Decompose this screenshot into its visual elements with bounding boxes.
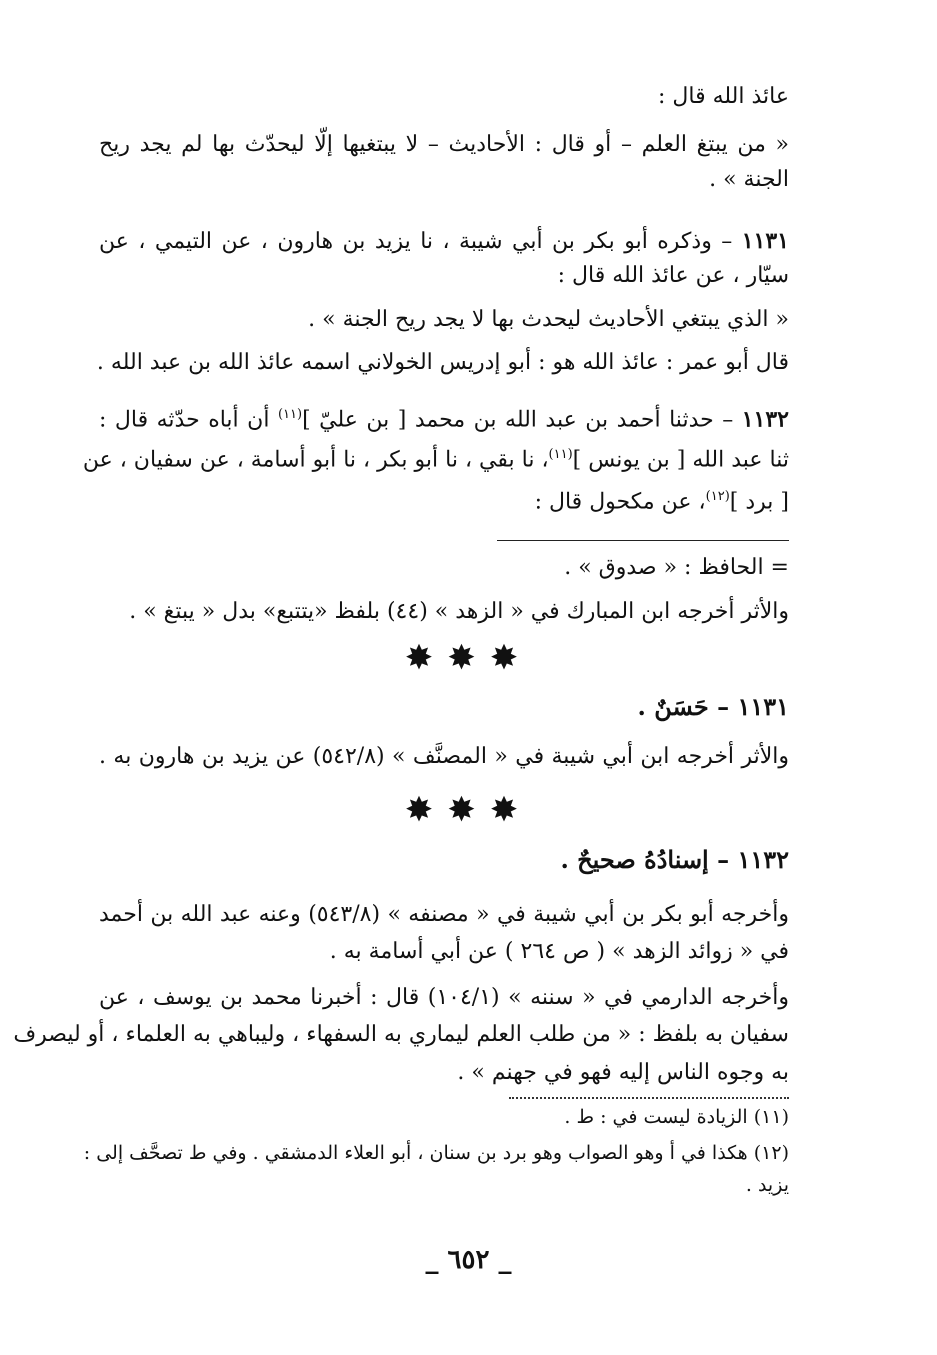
note-line: به وجوه الناس إليه فهو في جهنم » . [457,1060,789,1085]
note-line: والأثر أخرجه ابن المبارك في « الزهد » (٤٤) بلفظ «يتتبع» بدل « يبتغ » . [129,599,789,624]
text-line: سيّار ، عن عائذ الله قال : [557,263,789,288]
note-line: وأخرجه أبو بكر بن أبي شيبة في « مصنفه » (٥٤٣/٨) وعنه عبد الله بن أحمد [99,902,789,927]
note-line: وأخرجه الدارمي في « سننه » (١٠٤/١) قال : أخبرنا محمد بن يوسف ، عن [99,985,789,1010]
note-line: سفيان به بلفظ : « من طلب العلم ليماري به السفهاء ، وليباهي به العلماء ، أو ليصرف [13,1022,789,1047]
text-line: الجنة » . [709,167,789,192]
text-line: قال أبو عمر : عائذ الله هو : أبو إدريس الخولاني اسمه عائذ الله بن عبد الله . [96,350,789,375]
text-line: ثنا عبد الله [ بن يونس ]$^{(١١)}$، نا بقي ، نا أبو بكر ، نا أبو أسامة ، عن سفيان ، عن [82,447,789,473]
entry-number: ١١٣٢ [741,406,789,433]
footnote: (١٢) هكذا في أ وهو الصواب وهو برد بن سنان ، أبو العلاء الدمشقي . وفي ط تصحَّف إلى : [83,1142,789,1164]
footnote: يزيد . [745,1174,789,1196]
text-line: ١١٣١ – وذكره أبو بكر بن أبي شيبة ، نا يزيد بن هارون ، عن التيمي ، عن [99,228,789,254]
entry-number: ١١٣١ [741,228,789,254]
text-line: عائذ الله قال : [658,84,789,109]
text-line: ١١٣٢ – حدثنا أحمد بن عبد الله بن محمد [ بن عليّ ]$^{(١١)}$ أن أباه حدّثه قال : [99,406,789,433]
note-line: = الحافظ : « صدوق » . [564,555,789,580]
section-heading: ١١٣٢ – إسنادُهُ صحيحٌ . [560,845,789,874]
footnote-ref: (١٢) [705,489,730,504]
text-line: « الذي يبتغي الأحاديث ليحدث بها لا يجد ريح الجنة » . [308,307,789,332]
star-divider: ✸✸✸ [404,790,533,830]
note-line: في « زوائد الزهد » ( ص ٢٦٤ ) عن أبي أسامة به . [329,939,789,964]
footnote-separator [509,1097,789,1099]
text-line: « من يبتغ العلم – أو قال : الأحاديث – لا يبتغيها إلّا ليحدّث بها لم يجد ريح [99,132,789,157]
section-heading: ١١٣١ – حَسَنٌ . [637,692,789,721]
footnote-ref: (١١) [277,407,303,422]
footnote-separator [497,540,789,541]
note-line: والأثر أخرجه ابن أبي شيبة في « المصنَّف » (٥٤٢/٨) عن يزيد بن هارون به . [99,744,789,769]
text-line: [ برد ]$^{(١٢)}$، عن مكحول قال : [534,489,789,515]
star-divider: ✸✸✸ [404,638,533,678]
footnote-ref: (١١) [548,447,573,462]
footnote: (١١) الزيادة ليست في : ط . [564,1106,789,1128]
page-number: _ ٦٥٢ _ [425,1245,512,1275]
